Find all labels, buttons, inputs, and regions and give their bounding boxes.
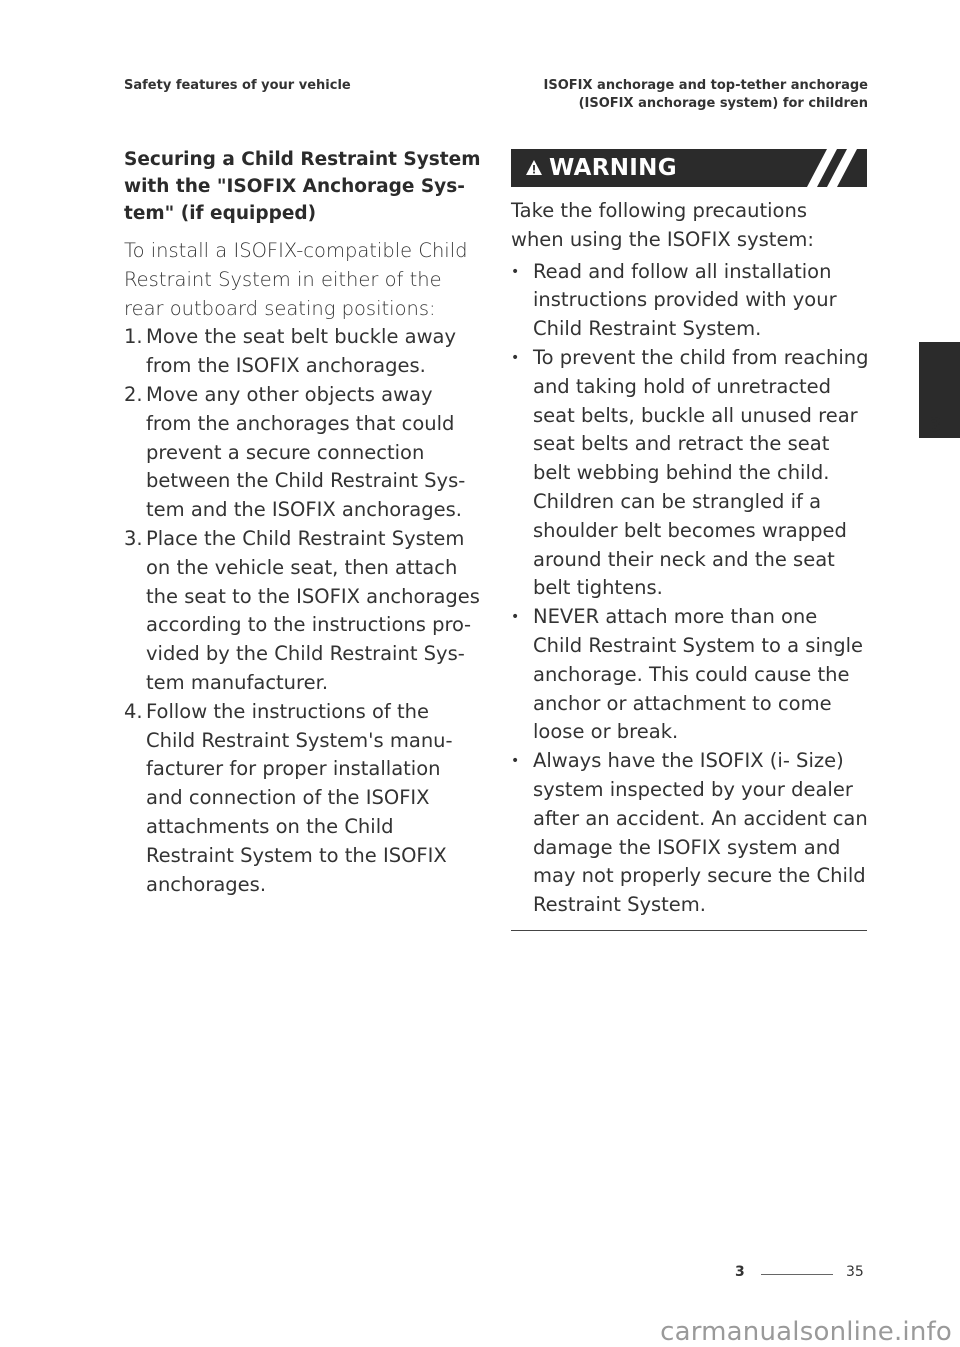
intro-line: To install a ISOFIX-compatible Child (124, 239, 468, 262)
warning-label: WARNING (549, 155, 677, 181)
bullet-line: and taking hold of unretracted (533, 374, 832, 398)
bullet-line: system inspected by your dealer (533, 777, 853, 801)
step-line: facturer for proper installation (146, 757, 441, 781)
warning-stripes-icon (807, 149, 861, 187)
section-title-line: Securing a Child Restraint System (124, 149, 481, 170)
step-line: Child Restraint System's manu‐ (146, 728, 453, 752)
running-header-right-line2: (ISOFIX anchorage system) for children (578, 96, 868, 111)
step-line: according to the instructions pro‐ (146, 613, 472, 637)
footer-chapter: 3 (735, 1264, 745, 1280)
bullet-line: anchor or attachment to come (533, 691, 832, 715)
step-line: Restraint System to the ISOFIX (146, 843, 447, 867)
step-line: from the anchorages that could (146, 411, 455, 435)
warning-end-rule (511, 930, 867, 931)
bullet-line: Children can be strangled if a (533, 489, 822, 513)
bullet-line: loose or break. (533, 720, 679, 744)
step-line: prevent a secure connection (146, 440, 425, 464)
bullet-line: belt webbing behind the child. (533, 461, 830, 485)
bullet-icon: • (511, 263, 520, 280)
section-title-line: tem" (if equipped) (124, 203, 317, 224)
step-number: 4. (124, 699, 143, 723)
step-line: Move any other objects away (146, 382, 433, 406)
step-number: 3. (124, 526, 143, 550)
warning-bullet-item (511, 258, 867, 344)
bullet-line: Read and follow all installation (533, 259, 832, 283)
section-title-line: with the "ISOFIX Anchorage Sys‐ (124, 176, 465, 197)
bullet-line: may not properly secure the Child (533, 864, 866, 888)
running-header-left: Safety features of your vehicle (124, 78, 351, 93)
bullet-line: seat belts and retract the seat (533, 432, 830, 456)
step-line: and connection of the ISOFIX (146, 786, 430, 810)
warning-header (511, 149, 867, 187)
bullet-line: Child Restraint System to a single (533, 633, 864, 657)
step-item (124, 698, 480, 900)
bullet-icon: • (511, 609, 520, 626)
installation-steps (124, 323, 480, 899)
step-line: tem and the ISOFIX anchorages. (146, 498, 462, 522)
bullet-line: Child Restraint System. (533, 317, 762, 341)
bullet-line: seat belts, buckle all unused rear (533, 403, 858, 427)
page-footer (0, 1264, 960, 1284)
warning-bullets (511, 258, 867, 920)
step-line: Place the Child Restraint System (146, 526, 465, 550)
left-column (124, 146, 480, 899)
warning-intro-line: when using the ISOFIX system: (511, 227, 815, 251)
step-line: between the Child Restraint Sys‐ (146, 469, 466, 493)
bullet-line: To prevent the child from reaching (533, 345, 869, 369)
warning-intro (511, 197, 867, 255)
bullet-line: belt tightens. (533, 576, 663, 600)
section-title (124, 146, 480, 227)
step-number: 1. (124, 325, 143, 349)
step-line: the seat to the ISOFIX anchorages (146, 584, 480, 608)
watermark: carmanualsonline.info (660, 1317, 952, 1347)
bullet-icon: • (511, 349, 520, 366)
step-item (124, 381, 480, 525)
intro-line: rear outboard seating positions: (124, 296, 436, 320)
bullet-line: NEVER attach more than one (533, 605, 818, 629)
step-line: Move the seat belt buckle away (146, 325, 457, 349)
step-item (124, 525, 480, 698)
intro-line: Restraint System in either of the (124, 267, 442, 291)
chapter-side-tab-number: 3 (928, 414, 942, 436)
section-intro (124, 237, 480, 323)
warning-bullet-item (511, 344, 867, 603)
warning-intro-line: Take the following precautions (511, 199, 807, 222)
bullet-line: Always have the ISOFIX (i- Size) (533, 749, 844, 773)
warning-triangle-icon (525, 159, 543, 177)
bullet-line: shoulder belt becomes wrapped (533, 518, 847, 542)
step-line: vided by the Child Restraint Sys‐ (146, 642, 465, 666)
step-line: from the ISOFIX anchorages. (146, 354, 426, 378)
warning-bullet-item (511, 747, 867, 920)
step-item (124, 323, 480, 381)
bullet-line: damage the ISOFIX system and (533, 835, 841, 859)
step-line: Follow the instructions of the (146, 699, 429, 723)
bullet-line: Restraint System. (533, 893, 706, 917)
running-header-right-line1: ISOFIX anchorage and top-tether anchorage (543, 78, 868, 93)
bullet-line: after an accident. An accident can (533, 806, 868, 830)
running-header-right (544, 77, 868, 113)
footer-divider (761, 1274, 833, 1275)
bullet-icon: • (511, 753, 520, 770)
bullet-line: anchorage. This could cause the (533, 662, 850, 686)
bullet-line: instructions provided with your (533, 288, 837, 312)
warning-bullet-item (511, 603, 867, 747)
step-line: attachments on the Child (146, 814, 394, 838)
page-number: 35 (846, 1264, 864, 1280)
warning-box (511, 149, 867, 931)
step-line: on the vehicle seat, then attach (146, 555, 458, 579)
step-line: tem manufacturer. (146, 670, 329, 694)
step-line: anchorages. (146, 872, 267, 896)
bullet-line: around their neck and the seat (533, 547, 835, 571)
step-number: 2. (124, 382, 143, 406)
